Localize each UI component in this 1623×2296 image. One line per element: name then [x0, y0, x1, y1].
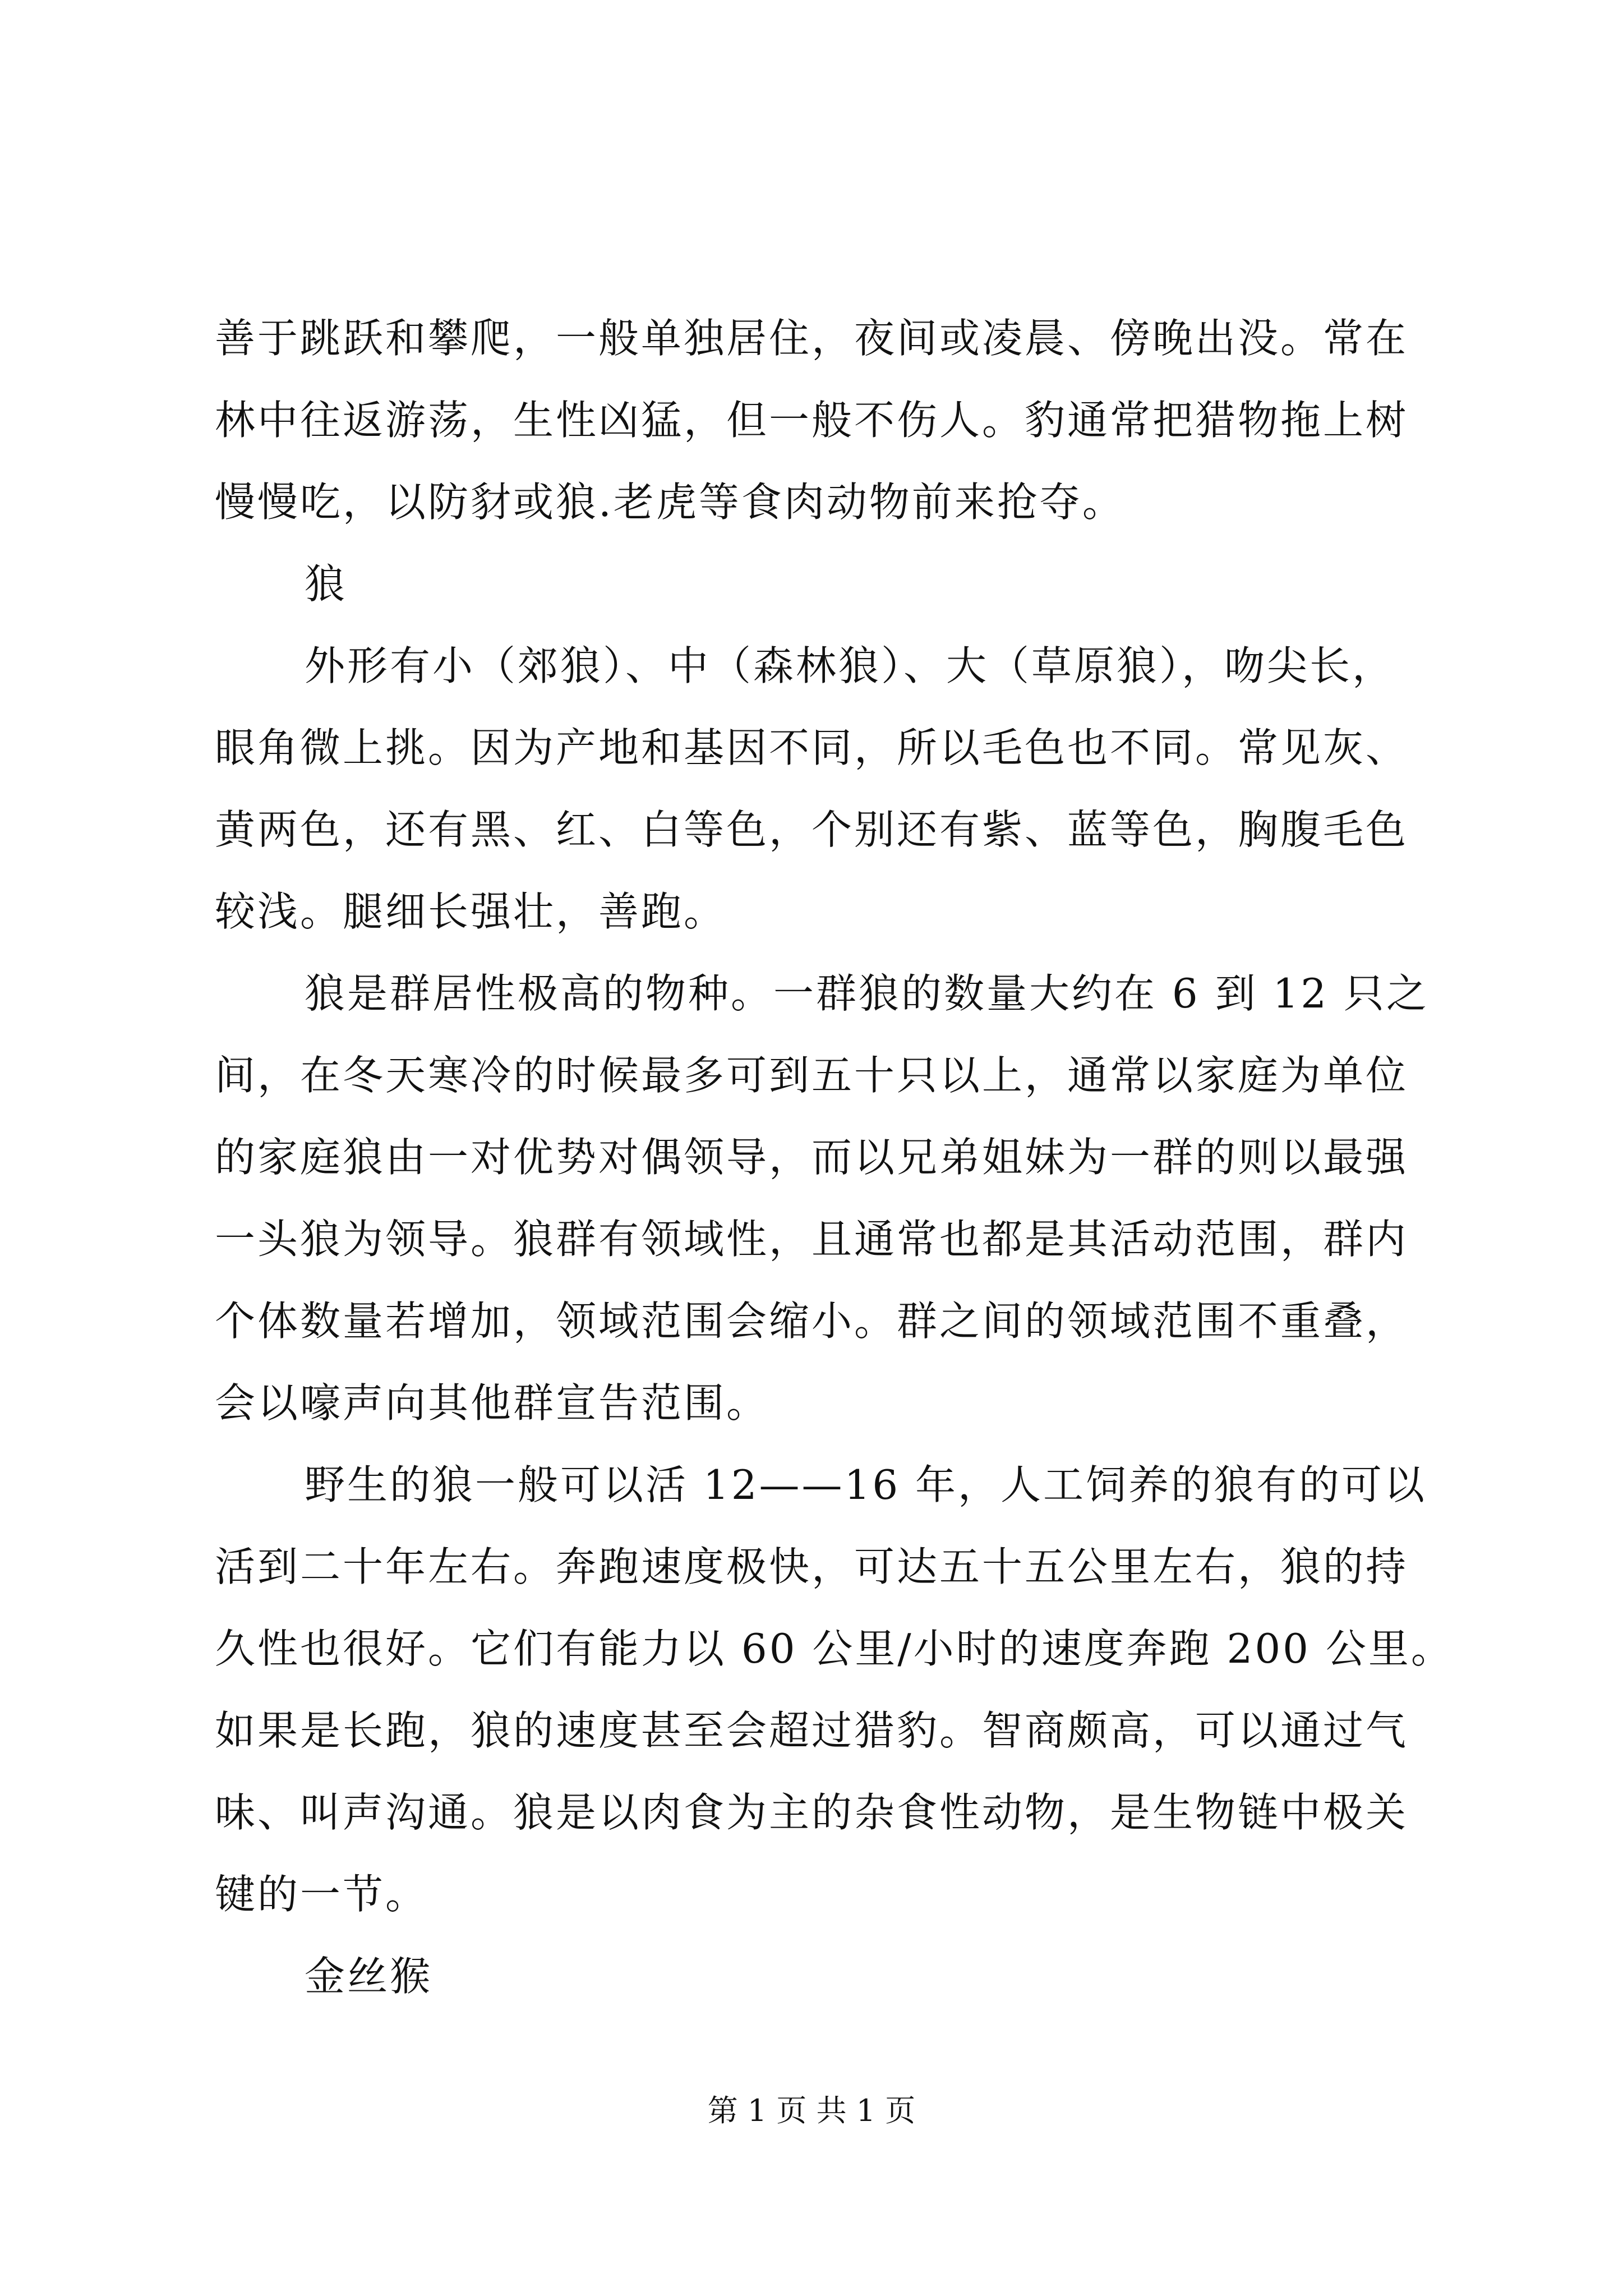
body-text: [215, 297, 1454, 2017]
text-line: 味、叫声沟通。狼是以肉食为主的杂食性动物，是生物链中极关: [215, 1789, 1409, 1836]
text-line: 善于跳跃和攀爬，一般单独居住，夜间或凌晨、傍晚出没。常在: [215, 315, 1409, 362]
text-line: 较浅。腿细长强壮，善跑。: [215, 888, 727, 935]
text-line: 狼是群居性极高的物种。一群狼的数量大约在 6 到 12 只之: [305, 970, 1429, 1017]
text-line: 个体数量若增加，领域范围会缩小。群之间的领域范围不重叠，: [215, 1297, 1409, 1345]
text-line: 的家庭狼由一对优势对偶领导，而以兄弟姐妹为一群的则以最强: [215, 1134, 1409, 1181]
page-footer: 第 1 页 共 1 页: [707, 2093, 916, 2128]
text-line: 间，在冬天寒冷的时候最多可到五十只以上，通常以家庭为单位: [215, 1052, 1409, 1099]
text-line: 键的一节。: [215, 1871, 428, 1918]
text-line: 一头狼为领导。狼群有领域性，且通常也都是其活动范围，群内: [215, 1216, 1409, 1263]
text-line: 会以嚎声向其他群宣告范围。: [215, 1379, 769, 1427]
text-line: 眼角微上挑。因为产地和基因不同，所以毛色也不同。常见灰、: [215, 724, 1409, 771]
text-line: 林中往返游荡，生性凶猛，但一般不伤人。豹通常把猎物拖上树: [215, 397, 1409, 444]
text-line: 如果是长跑，狼的速度甚至会超过猎豹。智商颇高，可以通过气: [215, 1707, 1409, 1754]
text-line: 狼: [305, 560, 348, 608]
text-line: 黄两色，还有黑、红、白等色，个别还有紫、蓝等色，胸腹毛色: [215, 806, 1409, 853]
text-line: 活到二十年左右。奔跑速度极快，可达五十五公里左右，狼的持: [215, 1543, 1409, 1590]
text-line: 野生的狼一般可以活 12——16 年，人工饲养的狼有的可以: [305, 1461, 1427, 1508]
text-line: 外形有小（郊狼）、中（森林狼）、大（草原狼），吻尖长，: [305, 642, 1395, 689]
text-line: 久性也很好。它们有能力以 60 公里/小时的速度奔跑 200 公里。: [215, 1625, 1454, 1672]
text-line: 金丝猴: [305, 1953, 433, 2000]
text-line: 慢慢吃，以防豺或狼.老虎等食肉动物前来抢夺。: [215, 478, 1125, 526]
